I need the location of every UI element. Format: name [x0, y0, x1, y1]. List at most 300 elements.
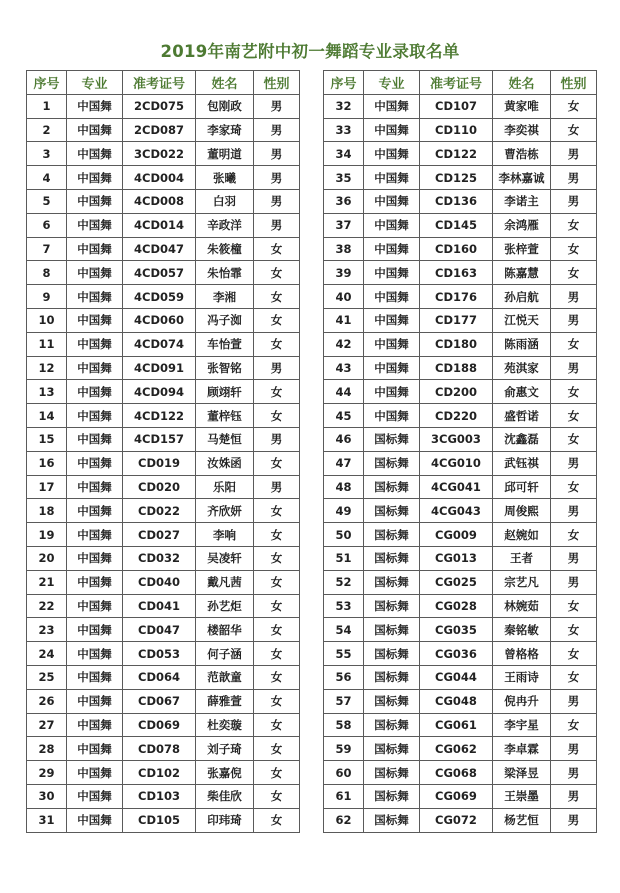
- cell-major-left: 中国舞: [67, 713, 123, 737]
- column-gap: [300, 737, 324, 761]
- column-gap: [300, 213, 324, 237]
- table-body: [27, 94, 597, 832]
- table-row: [27, 570, 597, 594]
- cell-gender-left: 女: [254, 523, 300, 547]
- cell-gender-left: 女: [254, 546, 300, 570]
- cell-exam-id-right: CG009: [420, 523, 493, 547]
- column-gap: [300, 237, 324, 261]
- cell-seq-left: 18: [27, 499, 67, 523]
- cell-seq-right: 59: [324, 737, 364, 761]
- cell-seq-right: 52: [324, 570, 364, 594]
- table-row: [27, 451, 597, 475]
- cell-name-right: 李奕祺: [493, 118, 551, 142]
- cell-name-left: 辛政洋: [196, 213, 254, 237]
- table-row: [27, 784, 597, 808]
- cell-major-right: 国标舞: [364, 451, 420, 475]
- cell-exam-id-right: CD180: [420, 332, 493, 356]
- header-gender-left: 性别: [254, 71, 300, 95]
- cell-exam-id-right: CD160: [420, 237, 493, 261]
- column-gap: [300, 546, 324, 570]
- table-row: [27, 380, 597, 404]
- table-row: [27, 427, 597, 451]
- cell-gender-left: 男: [254, 166, 300, 190]
- cell-major-left: 中国舞: [67, 594, 123, 618]
- cell-gender-right: 女: [551, 713, 597, 737]
- cell-exam-id-left: 4CD014: [123, 213, 196, 237]
- cell-seq-right: 34: [324, 142, 364, 166]
- table-row: [27, 499, 597, 523]
- cell-name-left: 白羽: [196, 189, 254, 213]
- table-row: [27, 594, 597, 618]
- cell-name-right: 杨艺恒: [493, 808, 551, 832]
- cell-exam-id-right: 4CG043: [420, 499, 493, 523]
- cell-name-left: 李家琦: [196, 118, 254, 142]
- cell-exam-id-right: 4CG041: [420, 475, 493, 499]
- cell-name-left: 张智铭: [196, 356, 254, 380]
- cell-seq-right: 54: [324, 618, 364, 642]
- cell-exam-id-left: CD022: [123, 499, 196, 523]
- cell-exam-id-left: CD020: [123, 475, 196, 499]
- cell-seq-left: 26: [27, 689, 67, 713]
- cell-exam-id-right: CG025: [420, 570, 493, 594]
- cell-gender-left: 女: [254, 332, 300, 356]
- cell-seq-left: 8: [27, 261, 67, 285]
- cell-gender-left: 男: [254, 213, 300, 237]
- cell-major-left: 中国舞: [67, 166, 123, 190]
- cell-seq-right: 62: [324, 808, 364, 832]
- cell-seq-left: 12: [27, 356, 67, 380]
- column-gap: [300, 618, 324, 642]
- column-gap: [300, 142, 324, 166]
- header-seq-left: 序号: [27, 71, 67, 95]
- column-gap: [300, 404, 324, 428]
- cell-major-left: 中国舞: [67, 404, 123, 428]
- cell-gender-right: 男: [551, 451, 597, 475]
- cell-exam-id-left: CD032: [123, 546, 196, 570]
- column-gap: [300, 332, 324, 356]
- cell-gender-left: 男: [254, 427, 300, 451]
- cell-gender-left: 女: [254, 237, 300, 261]
- cell-gender-right: 男: [551, 808, 597, 832]
- header-major-right: 专业: [364, 71, 420, 95]
- cell-major-left: 中国舞: [67, 499, 123, 523]
- cell-name-left: 顾翊轩: [196, 380, 254, 404]
- cell-seq-left: 15: [27, 427, 67, 451]
- cell-seq-right: 50: [324, 523, 364, 547]
- table-row: [27, 142, 597, 166]
- cell-major-right: 国标舞: [364, 784, 420, 808]
- cell-name-left: 董明道: [196, 142, 254, 166]
- column-gap: [300, 71, 324, 95]
- cell-name-right: 周俊熙: [493, 499, 551, 523]
- cell-exam-id-right: CD107: [420, 94, 493, 118]
- cell-major-left: 中国舞: [67, 356, 123, 380]
- cell-gender-left: 女: [254, 784, 300, 808]
- cell-gender-left: 女: [254, 642, 300, 666]
- cell-seq-right: 42: [324, 332, 364, 356]
- cell-name-left: 吴凌轩: [196, 546, 254, 570]
- cell-name-left: 柴佳欣: [196, 784, 254, 808]
- cell-major-left: 中国舞: [67, 142, 123, 166]
- cell-seq-right: 33: [324, 118, 364, 142]
- cell-gender-right: 女: [551, 94, 597, 118]
- cell-major-right: 中国舞: [364, 380, 420, 404]
- cell-gender-right: 女: [551, 618, 597, 642]
- cell-major-right: 中国舞: [364, 142, 420, 166]
- header-name-right: 姓名: [493, 71, 551, 95]
- cell-gender-right: 男: [551, 189, 597, 213]
- cell-gender-right: 男: [551, 499, 597, 523]
- header-name-left: 姓名: [196, 71, 254, 95]
- cell-major-right: 国标舞: [364, 475, 420, 499]
- table-row: [27, 237, 597, 261]
- cell-gender-left: 女: [254, 761, 300, 785]
- cell-exam-id-left: CD041: [123, 594, 196, 618]
- cell-exam-id-right: CD145: [420, 213, 493, 237]
- cell-major-left: 中国舞: [67, 761, 123, 785]
- cell-seq-right: 41: [324, 308, 364, 332]
- table-row: [27, 332, 597, 356]
- cell-name-right: 秦铭敏: [493, 618, 551, 642]
- column-gap: [300, 189, 324, 213]
- cell-gender-left: 男: [254, 118, 300, 142]
- cell-major-right: 中国舞: [364, 261, 420, 285]
- cell-major-right: 中国舞: [364, 118, 420, 142]
- page-title: 2019年南艺附中初一舞蹈专业录取名单: [160, 42, 460, 61]
- cell-exam-id-left: 4CD074: [123, 332, 196, 356]
- table-row: [27, 189, 597, 213]
- cell-exam-id-left: CD067: [123, 689, 196, 713]
- cell-major-right: 国标舞: [364, 713, 420, 737]
- cell-seq-left: 25: [27, 665, 67, 689]
- cell-gender-left: 女: [254, 261, 300, 285]
- cell-name-right: 曹浩栋: [493, 142, 551, 166]
- cell-name-right: 孙启航: [493, 285, 551, 309]
- cell-major-left: 中国舞: [67, 689, 123, 713]
- cell-major-left: 中国舞: [67, 737, 123, 761]
- cell-seq-right: 45: [324, 404, 364, 428]
- cell-exam-id-left: 4CD057: [123, 261, 196, 285]
- cell-major-left: 中国舞: [67, 618, 123, 642]
- cell-gender-left: 女: [254, 499, 300, 523]
- cell-major-left: 中国舞: [67, 213, 123, 237]
- column-gap: [300, 261, 324, 285]
- cell-name-left: 汝姝函: [196, 451, 254, 475]
- cell-gender-right: 男: [551, 166, 597, 190]
- column-gap: [300, 594, 324, 618]
- cell-name-left: 何子涵: [196, 642, 254, 666]
- cell-seq-right: 36: [324, 189, 364, 213]
- cell-seq-right: 35: [324, 166, 364, 190]
- cell-major-right: 国标舞: [364, 594, 420, 618]
- cell-major-right: 国标舞: [364, 523, 420, 547]
- cell-seq-left: 7: [27, 237, 67, 261]
- cell-seq-left: 6: [27, 213, 67, 237]
- cell-seq-left: 24: [27, 642, 67, 666]
- column-gap: [300, 642, 324, 666]
- cell-exam-id-right: CD177: [420, 308, 493, 332]
- table-row: [27, 808, 597, 832]
- cell-name-left: 孙艺炬: [196, 594, 254, 618]
- cell-gender-left: 女: [254, 380, 300, 404]
- cell-exam-id-left: CD064: [123, 665, 196, 689]
- cell-name-right: 陈嘉慧: [493, 261, 551, 285]
- cell-name-right: 江悦天: [493, 308, 551, 332]
- table-row: [27, 118, 597, 142]
- cell-name-left: 董梓钰: [196, 404, 254, 428]
- cell-name-right: 张梓萱: [493, 237, 551, 261]
- cell-name-left: 杜奕璇: [196, 713, 254, 737]
- cell-major-left: 中国舞: [67, 546, 123, 570]
- cell-exam-id-right: CD188: [420, 356, 493, 380]
- cell-major-right: 中国舞: [364, 404, 420, 428]
- cell-exam-id-right: CD176: [420, 285, 493, 309]
- cell-major-left: 中国舞: [67, 94, 123, 118]
- cell-name-right: 李诺主: [493, 189, 551, 213]
- cell-major-right: 国标舞: [364, 642, 420, 666]
- table-row: [27, 356, 597, 380]
- cell-gender-left: 女: [254, 689, 300, 713]
- cell-exam-id-right: CG048: [420, 689, 493, 713]
- cell-major-left: 中国舞: [67, 451, 123, 475]
- cell-seq-left: 23: [27, 618, 67, 642]
- admission-table: [26, 70, 597, 833]
- cell-name-left: 车怡萱: [196, 332, 254, 356]
- cell-exam-id-left: 4CD059: [123, 285, 196, 309]
- cell-exam-id-left: 4CD157: [123, 427, 196, 451]
- table-row: [27, 213, 597, 237]
- cell-gender-left: 女: [254, 618, 300, 642]
- cell-major-left: 中国舞: [67, 308, 123, 332]
- cell-exam-id-left: 2CD075: [123, 94, 196, 118]
- cell-major-left: 中国舞: [67, 189, 123, 213]
- cell-gender-right: 女: [551, 261, 597, 285]
- cell-exam-id-left: CD019: [123, 451, 196, 475]
- cell-seq-right: 55: [324, 642, 364, 666]
- cell-seq-left: 27: [27, 713, 67, 737]
- cell-major-left: 中国舞: [67, 523, 123, 547]
- cell-gender-left: 男: [254, 142, 300, 166]
- cell-major-right: 国标舞: [364, 546, 420, 570]
- cell-seq-left: 14: [27, 404, 67, 428]
- cell-name-right: 王者: [493, 546, 551, 570]
- cell-seq-left: 5: [27, 189, 67, 213]
- cell-name-left: 李湘: [196, 285, 254, 309]
- cell-seq-right: 44: [324, 380, 364, 404]
- cell-name-left: 马楚恒: [196, 427, 254, 451]
- cell-major-right: 国标舞: [364, 427, 420, 451]
- cell-major-left: 中国舞: [67, 118, 123, 142]
- column-gap: [300, 285, 324, 309]
- cell-exam-id-right: CG044: [420, 665, 493, 689]
- cell-name-left: 楼韶华: [196, 618, 254, 642]
- cell-gender-left: 女: [254, 570, 300, 594]
- table-row: [27, 308, 597, 332]
- cell-major-left: 中国舞: [67, 784, 123, 808]
- cell-name-left: 朱怡霏: [196, 261, 254, 285]
- cell-name-left: 张嘉倪: [196, 761, 254, 785]
- cell-major-right: 中国舞: [364, 189, 420, 213]
- cell-gender-left: 女: [254, 665, 300, 689]
- cell-name-left: 冯子洳: [196, 308, 254, 332]
- cell-exam-id-left: 4CD047: [123, 237, 196, 261]
- cell-major-left: 中国舞: [67, 427, 123, 451]
- cell-exam-id-left: 4CD004: [123, 166, 196, 190]
- cell-name-left: 薛雅萱: [196, 689, 254, 713]
- cell-exam-id-right: CD220: [420, 404, 493, 428]
- cell-seq-left: 9: [27, 285, 67, 309]
- cell-major-right: 中国舞: [364, 332, 420, 356]
- cell-major-right: 国标舞: [364, 808, 420, 832]
- cell-exam-id-left: 4CD008: [123, 189, 196, 213]
- cell-seq-left: 4: [27, 166, 67, 190]
- cell-gender-right: 女: [551, 118, 597, 142]
- cell-name-left: 范歆童: [196, 665, 254, 689]
- cell-name-left: 包刚政: [196, 94, 254, 118]
- cell-gender-right: 男: [551, 356, 597, 380]
- table-row: [27, 618, 597, 642]
- cell-exam-id-right: CG072: [420, 808, 493, 832]
- cell-name-right: 余鸿雁: [493, 213, 551, 237]
- cell-major-right: 中国舞: [364, 166, 420, 190]
- cell-major-right: 中国舞: [364, 213, 420, 237]
- cell-seq-right: 48: [324, 475, 364, 499]
- cell-major-right: 国标舞: [364, 570, 420, 594]
- table-row: [27, 261, 597, 285]
- cell-gender-left: 女: [254, 808, 300, 832]
- cell-exam-id-left: CD053: [123, 642, 196, 666]
- cell-seq-right: 58: [324, 713, 364, 737]
- cell-exam-id-left: 4CD094: [123, 380, 196, 404]
- cell-exam-id-left: CD069: [123, 713, 196, 737]
- cell-major-right: 中国舞: [364, 237, 420, 261]
- column-gap: [300, 380, 324, 404]
- column-gap: [300, 784, 324, 808]
- table-row: [27, 665, 597, 689]
- cell-exam-id-right: CG036: [420, 642, 493, 666]
- cell-name-right: 沈鑫磊: [493, 427, 551, 451]
- cell-exam-id-right: CG035: [420, 618, 493, 642]
- header-gender-right: 性别: [551, 71, 597, 95]
- column-gap: [300, 523, 324, 547]
- cell-gender-left: 女: [254, 308, 300, 332]
- cell-name-left: 乐阳: [196, 475, 254, 499]
- column-gap: [300, 570, 324, 594]
- cell-major-left: 中国舞: [67, 570, 123, 594]
- cell-exam-id-right: CG062: [420, 737, 493, 761]
- cell-name-left: 齐欣妍: [196, 499, 254, 523]
- cell-gender-left: 男: [254, 356, 300, 380]
- cell-exam-id-right: CG069: [420, 784, 493, 808]
- table-row: [27, 404, 597, 428]
- cell-major-right: 国标舞: [364, 689, 420, 713]
- table-row: [27, 713, 597, 737]
- cell-major-right: 国标舞: [364, 665, 420, 689]
- cell-exam-id-left: 3CD022: [123, 142, 196, 166]
- cell-seq-left: 2: [27, 118, 67, 142]
- cell-gender-left: 女: [254, 404, 300, 428]
- cell-seq-left: 13: [27, 380, 67, 404]
- header-major-left: 专业: [67, 71, 123, 95]
- cell-major-right: 中国舞: [364, 94, 420, 118]
- cell-exam-id-right: CD110: [420, 118, 493, 142]
- column-gap: [300, 761, 324, 785]
- table-row: [27, 761, 597, 785]
- cell-exam-id-right: 3CG003: [420, 427, 493, 451]
- cell-gender-right: 女: [551, 642, 597, 666]
- column-gap: [300, 308, 324, 332]
- cell-name-right: 宗艺凡: [493, 570, 551, 594]
- cell-seq-left: 19: [27, 523, 67, 547]
- header-exam-id-right: 准考证号: [420, 71, 493, 95]
- table-row: [27, 285, 597, 309]
- cell-seq-right: 47: [324, 451, 364, 475]
- cell-exam-id-left: CD103: [123, 784, 196, 808]
- cell-name-right: 倪冉升: [493, 689, 551, 713]
- cell-exam-id-left: 4CD091: [123, 356, 196, 380]
- cell-gender-right: 女: [551, 665, 597, 689]
- column-gap: [300, 451, 324, 475]
- cell-seq-left: 11: [27, 332, 67, 356]
- table-row: [27, 689, 597, 713]
- cell-major-left: 中国舞: [67, 665, 123, 689]
- cell-gender-right: 男: [551, 761, 597, 785]
- cell-gender-left: 男: [254, 94, 300, 118]
- cell-seq-right: 56: [324, 665, 364, 689]
- cell-major-left: 中国舞: [67, 285, 123, 309]
- cell-gender-right: 男: [551, 142, 597, 166]
- cell-seq-left: 28: [27, 737, 67, 761]
- cell-gender-left: 女: [254, 713, 300, 737]
- cell-exam-id-left: CD078: [123, 737, 196, 761]
- column-gap: [300, 94, 324, 118]
- cell-name-left: 李响: [196, 523, 254, 547]
- cell-seq-right: 43: [324, 356, 364, 380]
- cell-name-right: 陈雨涵: [493, 332, 551, 356]
- cell-name-right: 曾格格: [493, 642, 551, 666]
- cell-name-right: 李宇星: [493, 713, 551, 737]
- cell-exam-id-left: CD027: [123, 523, 196, 547]
- cell-name-left: 印玮琦: [196, 808, 254, 832]
- table-row: [27, 737, 597, 761]
- column-gap: [300, 499, 324, 523]
- cell-gender-right: 男: [551, 308, 597, 332]
- cell-seq-right: 46: [324, 427, 364, 451]
- cell-seq-right: 57: [324, 689, 364, 713]
- cell-seq-left: 1: [27, 94, 67, 118]
- column-gap: [300, 713, 324, 737]
- cell-exam-id-right: CG013: [420, 546, 493, 570]
- cell-seq-left: 20: [27, 546, 67, 570]
- cell-exam-id-right: CD163: [420, 261, 493, 285]
- cell-name-right: 赵婉如: [493, 523, 551, 547]
- cell-gender-right: 男: [551, 737, 597, 761]
- cell-name-left: 刘子琦: [196, 737, 254, 761]
- cell-seq-right: 61: [324, 784, 364, 808]
- cell-seq-left: 10: [27, 308, 67, 332]
- cell-name-right: 王崇墨: [493, 784, 551, 808]
- cell-gender-left: 男: [254, 475, 300, 499]
- cell-gender-right: 女: [551, 213, 597, 237]
- cell-seq-left: 22: [27, 594, 67, 618]
- table-row: [27, 166, 597, 190]
- cell-name-right: 梁泽昱: [493, 761, 551, 785]
- cell-gender-right: 男: [551, 285, 597, 309]
- cell-gender-right: 女: [551, 237, 597, 261]
- column-gap: [300, 118, 324, 142]
- cell-gender-left: 女: [254, 451, 300, 475]
- cell-gender-right: 女: [551, 594, 597, 618]
